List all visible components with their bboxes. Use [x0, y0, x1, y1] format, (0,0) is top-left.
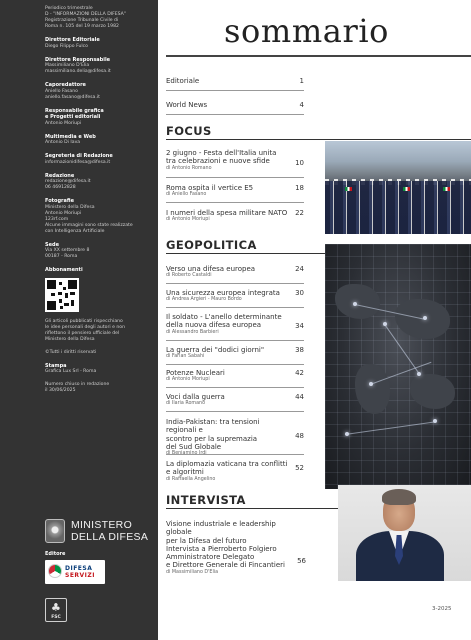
masthead-line: 123rf.com	[45, 216, 69, 222]
toc-entry-title: Editoriale	[166, 77, 200, 85]
toc-entry-title: Il soldato - L'anello determinante	[166, 313, 282, 321]
difesa-servizi-logo	[45, 560, 105, 584]
masthead-block-secretariat	[45, 153, 150, 166]
toc-entry[interactable]	[166, 418, 304, 457]
toc-entry-title: Una sicurezza europea integrata	[166, 289, 280, 297]
toc-entry-page: 18	[295, 184, 304, 192]
toc-entry-title: Potenze Nucleari	[166, 369, 225, 377]
masthead-line: Antonio Di Iava	[45, 140, 81, 145]
masthead-line: Alcune immagini sono state realizzate	[45, 222, 133, 228]
page-footer-number: 3-2025	[432, 606, 452, 612]
masthead-rights	[45, 350, 150, 356]
masthead-email-link[interactable]: massimiliano.delia@difesa.it	[45, 69, 111, 74]
subscription-qr-code[interactable]	[45, 278, 79, 312]
toc-entry-world-news[interactable]	[166, 101, 304, 109]
toc-entry[interactable]	[166, 149, 304, 172]
masthead-line: Antonio Moriupi	[45, 210, 82, 216]
toc-entry[interactable]	[166, 520, 306, 576]
toc-divider	[166, 307, 304, 308]
toc-entry-title: Visione industriale e leadership globale	[166, 520, 276, 537]
disclaimer-line: Ministero della Difesa	[45, 336, 95, 342]
toc-entry-page: 42	[295, 369, 304, 377]
masthead-line: il 30/06/2025	[45, 388, 76, 393]
masthead-line: Via XX settembre 8	[45, 248, 90, 253]
masthead-line: Numero chiuso in redazione	[45, 382, 110, 387]
toc-divider	[166, 411, 304, 412]
masthead-heading: Direttore Editoriale	[45, 37, 100, 43]
masthead-block-graphics	[45, 108, 150, 127]
photo-detail	[345, 432, 349, 436]
toc-entry[interactable]	[166, 460, 304, 483]
masthead-heading: Multimedia e Web	[45, 133, 96, 140]
toc-entry-title: scontro per la supremazia	[166, 434, 258, 443]
photo-detail	[382, 489, 416, 505]
editore-label: Editore	[45, 551, 66, 557]
toc-entry-title: 2 giugno - Festa dell'Italia unita	[166, 149, 277, 157]
toc-divider	[166, 364, 304, 365]
disclaimer-line: riflettono il pensiero ufficiale del	[45, 330, 120, 336]
photo-detail	[423, 316, 427, 320]
toc-entry-page: 56	[297, 557, 306, 565]
ministero-line: MINISTERO	[71, 519, 133, 531]
toc-entry[interactable]	[166, 289, 304, 303]
rights-text: ©Tutti i diritti riservati	[45, 349, 97, 355]
masthead-disclaimer	[45, 319, 150, 343]
ministero-line: DELLA DIFESA	[71, 531, 149, 543]
toc-entry-title: Intervista a Pierroberto Folgiero	[166, 544, 277, 553]
masthead-line: Registrazione Tribunale Civile di	[45, 18, 119, 23]
ds-logo-line: DIFESA	[65, 565, 93, 572]
toc-entry-title: La diplomazia vaticana tra conflitti	[166, 460, 288, 468]
section-divider	[166, 508, 338, 509]
masthead-block-multimedia	[45, 134, 150, 147]
disclaimer-line: le idee personali degli autori e non	[45, 324, 125, 330]
masthead-line: 00187 - Roma	[45, 254, 78, 259]
toc-entry-page: 10	[295, 159, 304, 167]
toc-entry-page: 1	[299, 77, 304, 85]
toc-entry-author: di Ilaria Romano	[166, 401, 205, 407]
toc-entry-author: di Antonio Moriupi	[166, 377, 210, 383]
toc-divider	[166, 90, 304, 91]
toc-entry-author: di Farian Sabahi	[166, 354, 205, 360]
toc-entry-title: della nuova difesa europea	[166, 321, 262, 330]
masthead-line: Grafica Lux Srl - Roma	[45, 369, 97, 374]
toc-entry-page: 4	[299, 101, 304, 109]
masthead-heading: Responsabile grafica	[45, 107, 104, 114]
toc-entry-title: La guerra dei "dodici giorni"	[166, 346, 265, 354]
toc-entry[interactable]	[166, 369, 304, 383]
toc-entry-title: Amministratore Delegato	[166, 553, 255, 562]
italian-flag-icon	[403, 187, 410, 191]
toc-divider	[166, 177, 304, 178]
toc-entry[interactable]	[166, 393, 304, 407]
toc-entry-title: tra celebrazioni e nuove sfide	[166, 157, 270, 166]
toc-entry-title: del Sud Globale	[166, 442, 222, 451]
italian-flag-icon	[443, 187, 450, 191]
masthead-block-editorial-director	[45, 37, 150, 50]
masthead-email-link[interactable]: informazionidifesa@difesa.it	[45, 159, 111, 165]
masthead-line: Massimiliano D'Elia	[45, 63, 90, 68]
masthead-line: Periodico trimestrale	[45, 6, 93, 11]
masthead-printing	[45, 363, 150, 376]
toc-entry[interactable]	[166, 346, 304, 360]
title-divider	[166, 55, 471, 57]
toc-entry-page: 24	[295, 265, 304, 273]
toc-divider	[166, 387, 304, 388]
photo-detail	[353, 302, 357, 306]
toc-entry-title: e Direttore Generale di Fincantieri	[166, 561, 285, 570]
section-heading-geopolitica: GEOPOLITICA	[166, 238, 257, 252]
toc-entry-author: di Andrea Argieri - Mauro Bordo	[166, 297, 242, 303]
toc-entry[interactable]	[166, 313, 304, 336]
toc-divider	[166, 202, 304, 203]
masthead-block-sede	[45, 242, 150, 261]
photo-detail	[433, 419, 437, 423]
photo-detail	[325, 244, 471, 489]
masthead-line: Diego Filippo Fulco	[45, 43, 88, 49]
tree-icon: ♣	[51, 601, 61, 614]
toc-entry[interactable]	[166, 209, 304, 223]
masthead-phone: 06 46912828	[45, 185, 76, 190]
toc-divider	[166, 454, 304, 455]
masthead-line: Aniello Fasano	[45, 88, 78, 94]
masthead-block-subscriptions	[45, 267, 150, 312]
toc-entry[interactable]	[166, 184, 304, 198]
ministero-logo-text	[71, 519, 148, 543]
difesa-servizi-mark-icon	[48, 564, 62, 578]
toc-entry-author: di Raffaella Angelino	[166, 476, 216, 482]
toc-divider	[166, 114, 304, 115]
masthead-line: Ministero della Difesa	[45, 204, 95, 210]
masthead-block-redazione	[45, 173, 150, 192]
toc-entry-title: per la Difesa del futuro	[166, 536, 247, 545]
masthead-line: D - "INFORMAZIONI DELLA DIFESA"	[45, 12, 126, 17]
toc-entry-page: 44	[295, 393, 304, 401]
masthead-block-photos	[45, 198, 150, 235]
masthead-line: con Intelligenza Artificiale	[45, 228, 105, 234]
section-divider	[166, 139, 471, 140]
section-heading-focus: FOCUS	[166, 124, 212, 138]
ministero-difesa-logo	[45, 517, 155, 551]
toc-entry-author: di Roberto Castaldi	[166, 273, 212, 279]
masthead-closing	[45, 382, 150, 394]
masthead-heading: Segreteria di Redazione	[45, 153, 113, 159]
world-network-map-photo	[325, 244, 471, 489]
page-title: sommario	[224, 12, 390, 50]
toc-entry-page: 30	[295, 289, 304, 297]
masthead-heading: e Progetti editoriali	[45, 114, 101, 120]
masthead-line: Roma n. 105 del 19 marzo 1982	[45, 24, 119, 29]
festa-parade-photo	[325, 141, 471, 234]
toc-entry-editoriale[interactable]	[166, 77, 304, 85]
toc-entry-title: World News	[166, 101, 208, 109]
folgiero-portrait-photo	[338, 485, 471, 581]
italian-republic-emblem-icon	[45, 519, 65, 543]
toc-entry-page: 34	[295, 322, 304, 330]
masthead-heading: Sede	[45, 241, 59, 248]
toc-entry-title: Roma ospita il vertice E5	[166, 184, 254, 192]
photo-detail	[417, 372, 421, 376]
toc-entry-page: 48	[295, 432, 304, 440]
masthead-heading: Abbonamenti	[45, 267, 83, 273]
masthead-heading: Caporedattore	[45, 82, 86, 88]
masthead-line: Antonio Moriupi	[45, 120, 82, 126]
toc-entry-author: di Aniello Fasano	[166, 192, 207, 198]
italian-flag-icon	[345, 187, 352, 191]
toc-entry[interactable]	[166, 265, 304, 279]
toc-entry-author: di Antonio Romano	[166, 165, 212, 171]
toc-entry-author: di Massimiliano D'Elia	[166, 569, 219, 575]
photo-detail	[383, 322, 387, 326]
toc-entry-page: 52	[295, 464, 304, 472]
fsc-logo	[45, 598, 67, 622]
masthead-heading: Stampa	[45, 362, 67, 369]
toc-divider	[166, 340, 304, 341]
toc-entry-title: Voci dalla guerra	[166, 393, 225, 401]
masthead-block-0	[45, 6, 150, 30]
toc-entry-title: I numeri della spesa militare NATO	[166, 209, 288, 217]
ds-logo-line: SERVIZI	[65, 572, 95, 579]
photo-detail	[369, 382, 373, 386]
disclaimer-line: Gli articoli pubblicati rispecchiano	[45, 318, 123, 324]
masthead-heading: Fotografie	[45, 198, 74, 204]
masthead-email-link[interactable]: aniello.fasano@difesa.it	[45, 94, 100, 100]
masthead-block-chief-editor	[45, 82, 150, 101]
toc-entry-page: 22	[295, 209, 304, 217]
fsc-label: FSC	[51, 615, 61, 620]
toc-entry-author: di Antonio Moriupi	[166, 217, 210, 223]
toc-entry-author: di Alessandro Barbieri	[166, 329, 219, 335]
toc-entry-title: India-Pakistan: tra tensioni regionali e	[166, 418, 260, 435]
section-heading-intervista: INTERVISTA	[166, 493, 246, 507]
toc-divider	[166, 283, 304, 284]
masthead-heading: Direttore Responsabile	[45, 56, 111, 63]
toc-entry-page: 38	[295, 346, 304, 354]
masthead-block-director	[45, 57, 150, 76]
toc-entry-title: e algoritmi	[166, 468, 204, 477]
masthead-email-link[interactable]: redazione@difesa.it	[45, 179, 91, 184]
masthead-heading: Redazione	[45, 172, 75, 179]
toc-entry-title: Verso una difesa europea	[166, 265, 256, 273]
